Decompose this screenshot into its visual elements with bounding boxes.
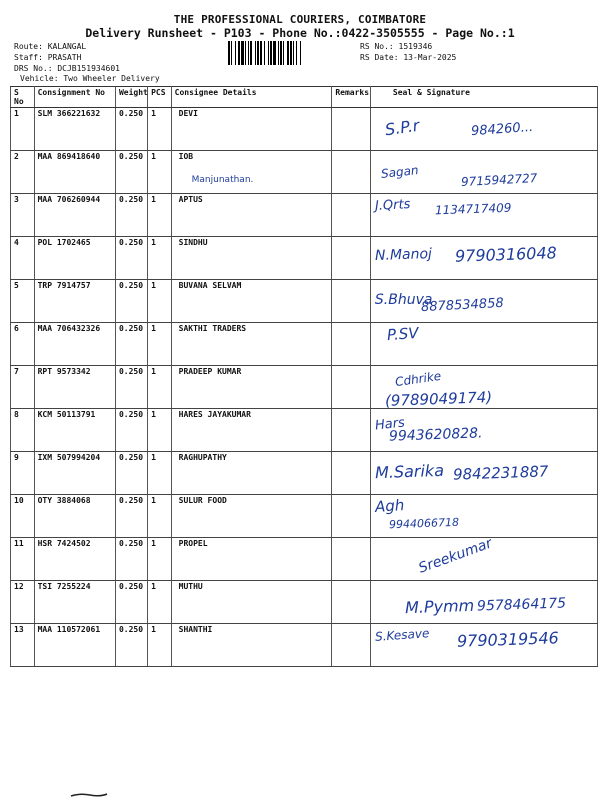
cell-consignment: MAA 706260944 — [34, 194, 115, 237]
table-row — [11, 323, 598, 366]
runsheet-table — [10, 86, 598, 667]
cell-consignee — [171, 581, 332, 624]
cell-consignee — [171, 409, 332, 452]
signature-phone: (9789049174) — [384, 388, 493, 410]
consignee-name: MUTHU — [178, 582, 203, 591]
cell-pcs: 1 — [148, 452, 172, 495]
cell-consignment: IXM 507994204 — [34, 452, 115, 495]
staff-label: Staff: PRASATH — [14, 53, 82, 62]
cell-consignee — [171, 280, 332, 323]
signature-phone: 1134717409 — [434, 200, 512, 218]
cell-remarks — [332, 108, 371, 151]
signature-phone: 9943620828. — [388, 425, 483, 445]
cell-sno: 5 — [11, 280, 35, 323]
cell-sno: 11 — [11, 538, 35, 581]
cell-sno: 9 — [11, 452, 35, 495]
cell-consignee — [171, 323, 332, 366]
barcode-bar — [300, 41, 301, 65]
rs-date: RS Date: 13-Mar-2025 — [360, 53, 457, 62]
cell-signature — [370, 151, 597, 194]
cell-pcs: 1 — [148, 624, 172, 667]
signature-phone: 9790316048 — [454, 243, 557, 266]
cell-signature — [370, 581, 597, 624]
signature: S.Kesave — [374, 626, 430, 644]
cell-signature — [370, 280, 597, 323]
cell-consignment: MAA 706432326 — [34, 323, 115, 366]
vehicle-label: Vehicle: Two Wheeler Delivery — [20, 74, 160, 83]
cell-remarks — [332, 280, 371, 323]
cell-pcs: 1 — [148, 495, 172, 538]
consignee-name: SHANTHI — [178, 625, 213, 634]
cell-signature — [370, 194, 597, 237]
cell-sno: 10 — [11, 495, 35, 538]
cell-pcs: 1 — [148, 194, 172, 237]
col-remarks: Remarks — [332, 87, 371, 108]
barcode-bar — [270, 41, 272, 65]
cell-consignment: MAA 110572061 — [34, 624, 115, 667]
col-pcs: PCS — [148, 87, 172, 108]
table-row — [11, 409, 598, 452]
barcode-bar — [255, 41, 256, 65]
consignee-name: BUVANA SELVAM — [178, 281, 242, 290]
cell-pcs: 1 — [148, 538, 172, 581]
cell-sno: 12 — [11, 581, 35, 624]
cell-sno: 4 — [11, 237, 35, 280]
barcode-bar — [264, 41, 265, 65]
cell-consignment: TRP 7914757 — [34, 280, 115, 323]
barcode-bar — [241, 41, 244, 65]
consignee-name: HARES JAYAKUMAR — [178, 410, 251, 419]
col-seal: Seal & Signature — [370, 87, 597, 108]
consignee-name: SINDHU — [178, 238, 208, 247]
signature: Sagan — [380, 163, 420, 181]
table-row — [11, 237, 598, 280]
cell-pcs: 1 — [148, 409, 172, 452]
cell-weight: 0.250 — [115, 495, 147, 538]
consignee-name: PRADEEP KUMAR — [178, 367, 242, 376]
table-row — [11, 495, 598, 538]
cell-remarks — [332, 495, 371, 538]
cell-consignment: OTY 3884068 — [34, 495, 115, 538]
consignee-name: DEVI — [178, 109, 198, 118]
table-row — [11, 366, 598, 409]
cell-signature — [370, 323, 597, 366]
cell-signature — [370, 535, 597, 581]
cell-signature — [370, 409, 597, 452]
signature-phone: 9944066718 — [388, 515, 460, 532]
table-header-row — [11, 87, 598, 108]
cell-weight: 0.250 — [115, 108, 147, 151]
cell-weight: 0.250 — [115, 151, 147, 194]
barcode-bar — [280, 41, 282, 65]
cell-weight: 0.250 — [115, 323, 147, 366]
table-row — [11, 280, 598, 323]
cell-weight: 0.250 — [115, 194, 147, 237]
table-row — [11, 452, 598, 495]
cell-sno: 2 — [11, 151, 35, 194]
cell-signature — [370, 495, 597, 538]
signature: S.P.r — [383, 115, 421, 140]
cell-pcs: 1 — [148, 237, 172, 280]
barcode-bar — [235, 41, 236, 65]
cell-consignee — [171, 108, 332, 151]
barcode-bar — [268, 41, 269, 65]
barcode-bar — [283, 41, 284, 65]
cell-pcs: 1 — [148, 280, 172, 323]
cell-sno: 3 — [11, 194, 35, 237]
cell-sno: 13 — [11, 624, 35, 667]
cell-pcs: 1 — [148, 581, 172, 624]
barcode-bar — [273, 41, 276, 65]
cell-remarks — [332, 237, 371, 280]
cell-sno: 1 — [11, 108, 35, 151]
cell-consignment: HSR 7424502 — [34, 538, 115, 581]
route-label: Route: KALANGAL — [14, 42, 87, 51]
cell-weight: 0.250 — [115, 452, 147, 495]
barcode-bar — [278, 41, 279, 65]
consignee-name: IOB — [178, 152, 194, 161]
rs-number: RS No.: 1519346 — [360, 42, 433, 51]
col-consignment: Consignment No — [34, 87, 115, 108]
consignee-name: RAGHUPATHY — [178, 453, 227, 462]
cell-remarks — [332, 323, 371, 366]
cell-remarks — [332, 409, 371, 452]
consignee-name: SAKTHI TRADERS — [178, 324, 247, 333]
cell-remarks — [332, 581, 371, 624]
table-row — [11, 581, 598, 624]
barcode-bar — [287, 41, 289, 65]
cell-weight: 0.250 — [115, 280, 147, 323]
signature: Cdhrike — [394, 368, 442, 390]
table-row — [11, 624, 598, 667]
barcode-bar — [296, 41, 297, 65]
cell-consignee — [171, 452, 332, 495]
runsheet-title: Delivery Runsheet - P103 - Phone No.:0422-3505555 - Page No.:1 — [85, 26, 515, 40]
barcode-bar — [228, 41, 230, 65]
cell-remarks — [332, 151, 371, 194]
table-row — [11, 108, 598, 151]
cell-consignee — [171, 194, 332, 237]
cell-consignee — [171, 151, 332, 194]
scan-mark — [70, 792, 108, 798]
signature: J.Qrts — [374, 197, 411, 214]
signature: M.Pymm — [404, 595, 475, 618]
signature: M.Sarika — [374, 460, 445, 483]
cell-consignee — [171, 237, 332, 280]
cell-consignment: MAA 869418640 — [34, 151, 115, 194]
cell-remarks — [332, 194, 371, 237]
signature: Agh — [374, 496, 405, 516]
cell-pcs: 1 — [148, 323, 172, 366]
signature-phone: 8878534858 — [420, 295, 504, 316]
cell-weight: 0.250 — [115, 624, 147, 667]
signature: P.SV — [386, 323, 419, 345]
cell-consignee — [171, 495, 332, 538]
barcode — [228, 41, 356, 65]
cell-signature — [370, 452, 597, 495]
barcode-bar — [290, 41, 292, 65]
company-title: THE PROFESSIONAL COURIERS, COIMBATORE — [173, 13, 427, 26]
table-row — [11, 151, 598, 194]
barcode-bar — [293, 41, 294, 65]
signature: Sreekumar — [416, 535, 495, 577]
barcode-bar — [250, 41, 252, 65]
cell-sno: 6 — [11, 323, 35, 366]
barcode-bar — [257, 41, 259, 65]
cell-consignment: SLM 366221632 — [34, 108, 115, 151]
cell-remarks — [332, 366, 371, 409]
consignee-name: SULUR FOOD — [178, 496, 227, 505]
cell-sno: 8 — [11, 409, 35, 452]
drs-label: DRS No.: DCJB151934601 — [14, 64, 120, 73]
cell-weight: 0.250 — [115, 237, 147, 280]
cell-pcs: 1 — [148, 151, 172, 194]
signature-phone: 984260... — [470, 119, 534, 140]
cell-signature — [370, 108, 597, 151]
signature-phone: 9790319546 — [456, 628, 559, 651]
table-row — [11, 194, 598, 237]
cell-consignment: RPT 9573342 — [34, 366, 115, 409]
cell-consignee — [171, 538, 332, 581]
cell-signature — [370, 624, 597, 667]
table-row — [11, 538, 598, 581]
cell-pcs: 1 — [148, 366, 172, 409]
cell-consignee — [171, 624, 332, 667]
consignee-name: APTUS — [178, 195, 203, 204]
cell-pcs: 1 — [148, 108, 172, 151]
col-details: Consignee Details — [171, 87, 332, 108]
signature-phone: 9715942727 — [460, 171, 538, 189]
cell-remarks — [332, 452, 371, 495]
cell-weight: 0.250 — [115, 581, 147, 624]
signature-phone: 9578464175 — [476, 595, 567, 615]
cell-sno: 7 — [11, 366, 35, 409]
cell-weight: 0.250 — [115, 366, 147, 409]
col-weight: Weight — [115, 87, 147, 108]
cell-consignment: POL 1702465 — [34, 237, 115, 280]
col-sno: S No — [11, 87, 35, 108]
barcode-bar — [245, 41, 246, 65]
signature: N.Manoj — [374, 246, 433, 264]
cell-remarks — [332, 538, 371, 581]
cell-weight: 0.250 — [115, 538, 147, 581]
barcode-bar — [248, 41, 249, 65]
signature-phone: 9842231887 — [452, 462, 549, 484]
cell-remarks — [332, 624, 371, 667]
signature: Hars — [374, 415, 406, 434]
cell-consignment: KCM 50113791 — [34, 409, 115, 452]
barcode-bar — [231, 41, 232, 65]
cell-weight: 0.250 — [115, 409, 147, 452]
signature: S.Bhuva — [374, 292, 433, 308]
cell-signature — [370, 366, 597, 409]
handwritten-note: Manjunathan. — [191, 175, 254, 185]
cell-signature — [370, 237, 597, 280]
consignee-name: PROPEL — [178, 539, 208, 548]
cell-consignee — [171, 366, 332, 409]
barcode-bar — [260, 41, 262, 65]
barcode-bar — [238, 41, 240, 65]
cell-consignment: TSI 7255224 — [34, 581, 115, 624]
